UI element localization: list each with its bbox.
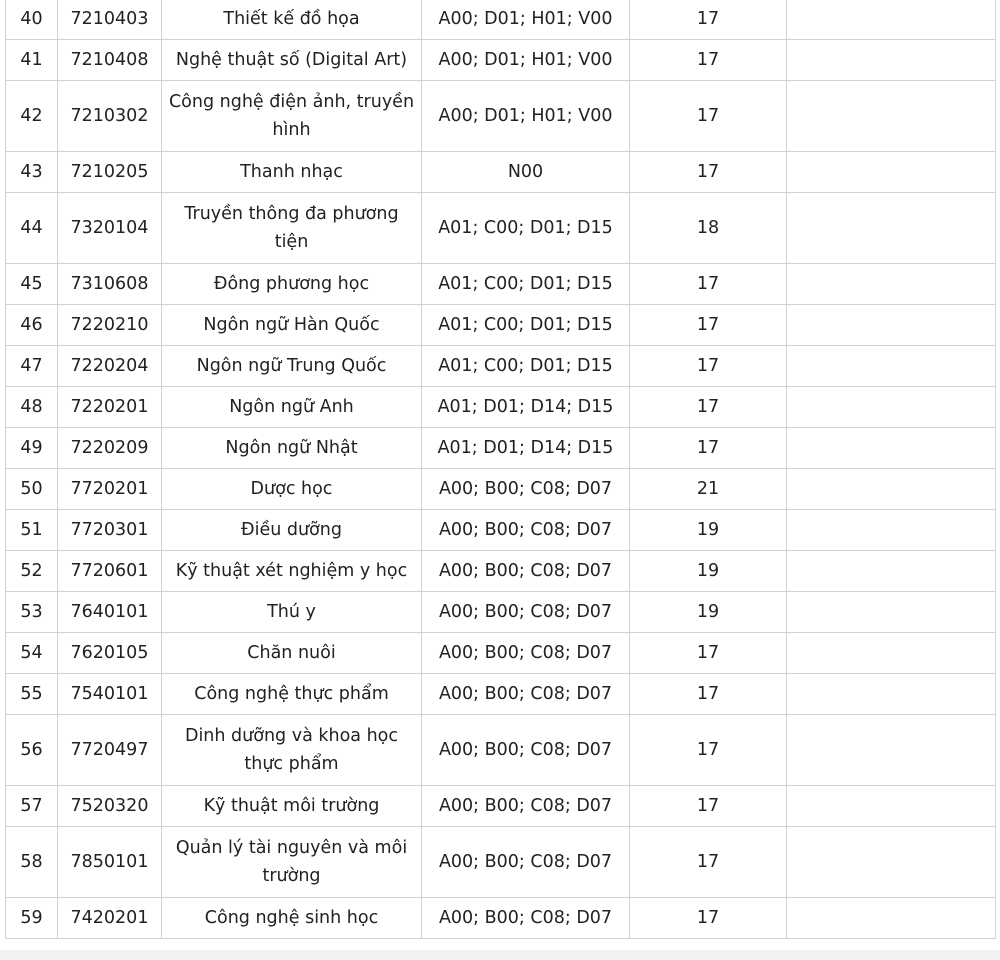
- note-cell: [787, 264, 996, 305]
- row-number-cell: 47: [6, 346, 58, 387]
- row-number-cell: 43: [6, 152, 58, 193]
- row-number-cell: 41: [6, 40, 58, 81]
- score-cell: 19: [630, 592, 787, 633]
- score-cell: 17: [630, 428, 787, 469]
- note-cell: [787, 715, 996, 786]
- row-number-cell: 44: [6, 193, 58, 264]
- score-cell: 17: [630, 346, 787, 387]
- major-code-cell: 7220204: [58, 346, 162, 387]
- subject-combination-cell: A01; C00; D01; D15: [422, 264, 630, 305]
- table-row: [6, 898, 996, 939]
- note-cell: [787, 469, 996, 510]
- subject-combination-cell: A00; B00; C08; D07: [422, 674, 630, 715]
- note-cell: [787, 81, 996, 152]
- subject-combination-cell: A00; B00; C08; D07: [422, 898, 630, 939]
- row-number-cell: 53: [6, 592, 58, 633]
- major-code-cell: 7210403: [58, 0, 162, 40]
- admission-table-container: [5, 0, 995, 939]
- subject-combination-cell: A01; D01; D14; D15: [422, 428, 630, 469]
- row-number-cell: 45: [6, 264, 58, 305]
- table-row: [6, 786, 996, 827]
- score-cell: 19: [630, 510, 787, 551]
- note-cell: [787, 786, 996, 827]
- note-cell: [787, 387, 996, 428]
- note-cell: [787, 40, 996, 81]
- row-number-cell: 49: [6, 428, 58, 469]
- subject-combination-cell: A00; B00; C08; D07: [422, 633, 630, 674]
- score-cell: 17: [630, 633, 787, 674]
- note-cell: [787, 305, 996, 346]
- major-name-cell: Ngôn ngữ Hàn Quốc: [162, 305, 422, 346]
- row-number-cell: 48: [6, 387, 58, 428]
- subject-combination-cell: A00; B00; C08; D07: [422, 827, 630, 898]
- row-number-cell: 50: [6, 469, 58, 510]
- subject-combination-cell: A00; B00; C08; D07: [422, 551, 630, 592]
- row-number-cell: 58: [6, 827, 58, 898]
- note-cell: [787, 674, 996, 715]
- major-code-cell: 7720497: [58, 715, 162, 786]
- major-name-cell: Thanh nhạc: [162, 152, 422, 193]
- table-row: [6, 0, 996, 40]
- major-name-cell: Thiết kế đồ họa: [162, 0, 422, 40]
- row-number-cell: 56: [6, 715, 58, 786]
- major-code-cell: 7720201: [58, 469, 162, 510]
- score-cell: 17: [630, 0, 787, 40]
- major-code-cell: 7220210: [58, 305, 162, 346]
- row-number-cell: 40: [6, 0, 58, 40]
- subject-combination-cell: A00; B00; C08; D07: [422, 592, 630, 633]
- major-code-cell: 7640101: [58, 592, 162, 633]
- score-cell: 17: [630, 81, 787, 152]
- score-cell: 17: [630, 264, 787, 305]
- major-name-cell: Đông phương học: [162, 264, 422, 305]
- major-code-cell: 7210408: [58, 40, 162, 81]
- major-code-cell: 7850101: [58, 827, 162, 898]
- note-cell: [787, 152, 996, 193]
- row-number-cell: 57: [6, 786, 58, 827]
- major-code-cell: 7720301: [58, 510, 162, 551]
- major-name-cell: Chăn nuôi: [162, 633, 422, 674]
- score-cell: 18: [630, 193, 787, 264]
- table-row: [6, 40, 996, 81]
- major-code-cell: 7220201: [58, 387, 162, 428]
- major-code-cell: 7220209: [58, 428, 162, 469]
- major-name-cell: Công nghệ thực phẩm: [162, 674, 422, 715]
- table-row: [6, 510, 996, 551]
- row-number-cell: 51: [6, 510, 58, 551]
- major-name-cell: Kỹ thuật môi trường: [162, 786, 422, 827]
- page-bottom-band: [0, 950, 1000, 960]
- major-name-cell: Thú y: [162, 592, 422, 633]
- subject-combination-cell: A00; B00; C08; D07: [422, 469, 630, 510]
- major-name-cell: Ngôn ngữ Nhật: [162, 428, 422, 469]
- table-row: [6, 469, 996, 510]
- major-name-cell: Công nghệ điện ảnh, truyền hình: [162, 81, 422, 152]
- row-number-cell: 42: [6, 81, 58, 152]
- table-row: [6, 633, 996, 674]
- subject-combination-cell: A01; C00; D01; D15: [422, 346, 630, 387]
- major-name-cell: Ngôn ngữ Trung Quốc: [162, 346, 422, 387]
- subject-combination-cell: A00; D01; H01; V00: [422, 40, 630, 81]
- row-number-cell: 52: [6, 551, 58, 592]
- score-cell: 21: [630, 469, 787, 510]
- major-name-cell: Dược học: [162, 469, 422, 510]
- score-cell: 17: [630, 715, 787, 786]
- table-row: [6, 264, 996, 305]
- score-cell: 17: [630, 40, 787, 81]
- score-cell: 17: [630, 387, 787, 428]
- note-cell: [787, 510, 996, 551]
- major-code-cell: 7620105: [58, 633, 162, 674]
- row-number-cell: 55: [6, 674, 58, 715]
- score-cell: 17: [630, 152, 787, 193]
- note-cell: [787, 0, 996, 40]
- subject-combination-cell: A00; B00; C08; D07: [422, 715, 630, 786]
- subject-combination-cell: A00; D01; H01; V00: [422, 0, 630, 40]
- major-name-cell: Điều dưỡng: [162, 510, 422, 551]
- subject-combination-cell: A01; D01; D14; D15: [422, 387, 630, 428]
- subject-combination-cell: A00; B00; C08; D07: [422, 510, 630, 551]
- note-cell: [787, 633, 996, 674]
- note-cell: [787, 346, 996, 387]
- score-cell: 17: [630, 674, 787, 715]
- major-name-cell: Dinh dưỡng và khoa học thực phẩm: [162, 715, 422, 786]
- major-code-cell: 7720601: [58, 551, 162, 592]
- subject-combination-cell: A01; C00; D01; D15: [422, 305, 630, 346]
- subject-combination-cell: A00; B00; C08; D07: [422, 786, 630, 827]
- table-row: [6, 827, 996, 898]
- table-row: [6, 305, 996, 346]
- subject-combination-cell: A00; D01; H01; V00: [422, 81, 630, 152]
- major-code-cell: 7210302: [58, 81, 162, 152]
- note-cell: [787, 428, 996, 469]
- major-code-cell: 7210205: [58, 152, 162, 193]
- major-code-cell: 7540101: [58, 674, 162, 715]
- subject-combination-cell: A01; C00; D01; D15: [422, 193, 630, 264]
- major-code-cell: 7310608: [58, 264, 162, 305]
- note-cell: [787, 898, 996, 939]
- major-name-cell: Kỹ thuật xét nghiệm y học: [162, 551, 422, 592]
- major-name-cell: Quản lý tài nguyên và môi trường: [162, 827, 422, 898]
- table-row: [6, 387, 996, 428]
- table-row: [6, 592, 996, 633]
- table-row: [6, 715, 996, 786]
- table-row: [6, 193, 996, 264]
- major-code-cell: 7320104: [58, 193, 162, 264]
- table-row: [6, 81, 996, 152]
- row-number-cell: 46: [6, 305, 58, 346]
- note-cell: [787, 551, 996, 592]
- score-cell: 19: [630, 551, 787, 592]
- note-cell: [787, 592, 996, 633]
- admission-scores-table: [5, 0, 996, 939]
- row-number-cell: 59: [6, 898, 58, 939]
- major-code-cell: 7520320: [58, 786, 162, 827]
- table-row: [6, 674, 996, 715]
- major-name-cell: Nghệ thuật số (Digital Art): [162, 40, 422, 81]
- note-cell: [787, 827, 996, 898]
- score-cell: 17: [630, 786, 787, 827]
- table-row: [6, 346, 996, 387]
- score-cell: 17: [630, 827, 787, 898]
- table-row: [6, 428, 996, 469]
- major-name-cell: Ngôn ngữ Anh: [162, 387, 422, 428]
- score-cell: 17: [630, 898, 787, 939]
- row-number-cell: 54: [6, 633, 58, 674]
- table-row: [6, 152, 996, 193]
- note-cell: [787, 193, 996, 264]
- major-name-cell: Công nghệ sinh học: [162, 898, 422, 939]
- major-code-cell: 7420201: [58, 898, 162, 939]
- score-cell: 17: [630, 305, 787, 346]
- major-name-cell: Truyền thông đa phương tiện: [162, 193, 422, 264]
- table-row: [6, 551, 996, 592]
- table-body: [6, 0, 996, 939]
- subject-combination-cell: N00: [422, 152, 630, 193]
